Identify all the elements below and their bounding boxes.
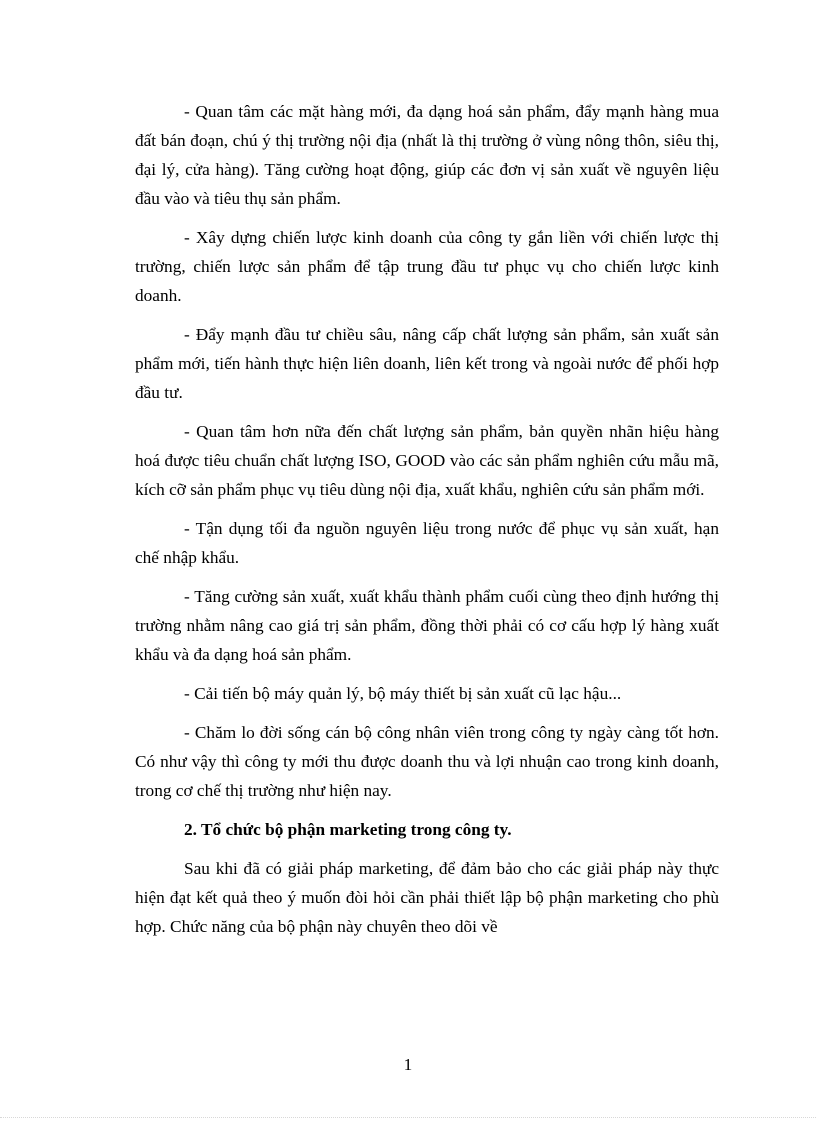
- body-paragraph: - Tận dụng tối đa nguồn nguyên liệu trong nước để phục vụ sản xuất, hạn chế nhập khẩu.: [135, 519, 719, 567]
- body-paragraph: - Quan tâm hơn nữa đến chất lượng sản phẩm, bản quyền nhãn hiệu hàng hoá được tiêu chuẩn chất lượng ISO, GOOD vào các sản phẩm nghiên cứu mẫu mã, kích cỡ sản phẩm phục vụ tiêu dùng nội địa, xuất khẩu, nghiên cứu sản phẩm mới.: [135, 422, 719, 499]
- section-heading: 2. Tổ chức bộ phận marketing trong công ty.: [184, 820, 512, 839]
- body-paragraph: Sau khi đã có giải pháp marketing, để đảm bảo cho các giải pháp này thực hiện đạt kết quả theo ý muốn đòi hỏi cần phải thiết lập bộ phận marketing cho phù hợp. Chức năng của bộ phận này chuyên theo dõi về: [135, 859, 719, 936]
- body-paragraph: - Xây dựng chiến lược kinh doanh của công ty gắn liền với chiến lược thị trường, chiến lược sản phẩm để tập trung đầu tư phục vụ cho chiến lược kinh doanh.: [135, 228, 719, 305]
- page-number: 1: [403, 1055, 413, 1074]
- body-paragraph: - Quan tâm các mặt hàng mới, đa dạng hoá sản phẩm, đẩy mạnh hàng mua đất bán đoạn, chú ý thị trường nội địa (nhất là thị trường ở vùng nông thôn, siêu thị, đại lý, cửa hàng). Tăng cường hoạt động, giúp các đơn vị sản xuất về nguyên liệu đầu vào và tiêu thụ sản phẩm.: [135, 102, 719, 208]
- body-paragraph: - Đẩy mạnh đầu tư chiều sâu, nâng cấp chất lượng sản phẩm, sản xuất sản phẩm mới, tiến hành thực hiện liên doanh, liên kết trong và ngoài nước để phối hợp đầu tư.: [135, 325, 719, 402]
- document-body: [135, 97, 719, 951]
- body-paragraph: - Tăng cường sản xuất, xuất khẩu thành phẩm cuối cùng theo định hướng thị trường nhằm nâng cao giá trị sản phẩm, đồng thời phải có cơ cấu hợp lý hàng xuất khẩu và đa dạng hoá sản phẩm.: [135, 587, 719, 664]
- page-break-divider: [0, 1117, 816, 1118]
- body-paragraph: - Cải tiến bộ máy quản lý, bộ máy thiết bị sản xuất cũ lạc hậu...: [184, 684, 622, 703]
- body-paragraph: - Chăm lo đời sống cán bộ công nhân viên trong công ty ngày càng tốt hơn. Có như vậy thì công ty mới thu được doanh thu và lợi nhuận cao trong kinh doanh, trong cơ chế thị trường như hiện nay.: [135, 723, 719, 800]
